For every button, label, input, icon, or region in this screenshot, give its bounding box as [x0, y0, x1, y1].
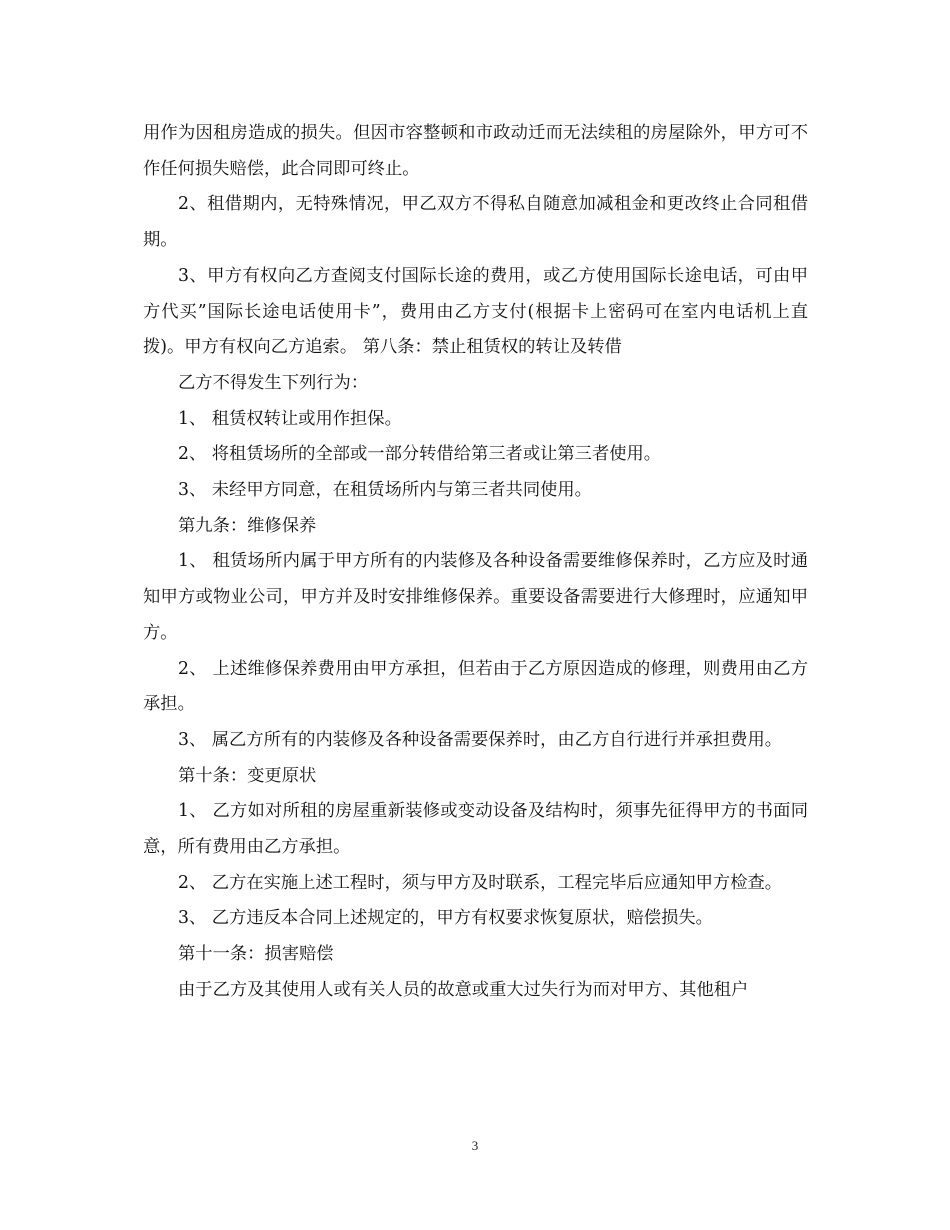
list-item: 1、 乙方如对所租的房屋重新装修或变动设备及结构时，须事先征得甲方的书面同意，所有费用由乙方承担。	[143, 801, 808, 858]
list-item: 3、 属乙方所有的内装修及各种设备需要保养时，由乙方自行进行并承担费用。	[178, 729, 783, 750]
paragraph: 用作为因租房造成的损失。但因市容整顿和市政动迁而无法续租的房屋除外，甲方可不作任何损失赔偿，此合同即可终止。	[143, 123, 808, 179]
section-heading: 第十一条：损害赔偿	[178, 944, 334, 965]
list-item: 2、 将租赁场所的全部或一部分转借给第三者或让第三者使用。	[178, 444, 662, 465]
list-item: 2、 乙方在实施上述工程时，须与甲方及时联系，工程完毕后应通知甲方检查。	[178, 872, 783, 893]
list-item: 1、 租赁权转让或用作担保。	[178, 408, 402, 429]
paragraph: 由于乙方及其使用人或有关人员的故意或重大过失行为而对甲方、其他租户	[178, 979, 749, 1000]
paragraph: 乙方不得发生下列行为：	[178, 372, 369, 393]
paragraph: 2、租借期内，无特殊情况，甲乙双方不得私自随意加减租金和更改终止合同租借期。	[143, 194, 808, 251]
list-item: 1、 租赁场所内属于甲方所有的内装修及各种设备需要维修保养时，乙方应及时通知甲方或物业公司，甲方并及时安排维修保养。重要设备需要进行大修理时，应通知甲方。	[143, 551, 808, 643]
document-body	[143, 116, 808, 1009]
section-heading: 第九条：维修保养	[178, 515, 317, 536]
paragraph: 3、甲方有权向乙方查阅支付国际长途的费用，或乙方使用国际长途电话，可由甲方代买”国际长途电话使用卡”，费用由乙方支付(根据卡上密码可在室内电话机上直拨)。甲方有权向乙方追索。 第八条：禁止租赁权的转让及转借	[143, 265, 808, 358]
section-heading: 第十条：变更原状	[178, 765, 317, 786]
list-item: 2、 上述维修保养费用由甲方承担，但若由于乙方原因造成的修理，则费用由乙方承担。	[143, 658, 808, 715]
list-item: 3、 乙方违反本合同上述规定的，甲方有权要求恢复原状，赔偿损失。	[178, 908, 713, 929]
list-item: 3、 未经甲方同意，在租赁场所内与第三者共同使用。	[178, 480, 592, 501]
page-number: 3	[471, 1138, 479, 1153]
